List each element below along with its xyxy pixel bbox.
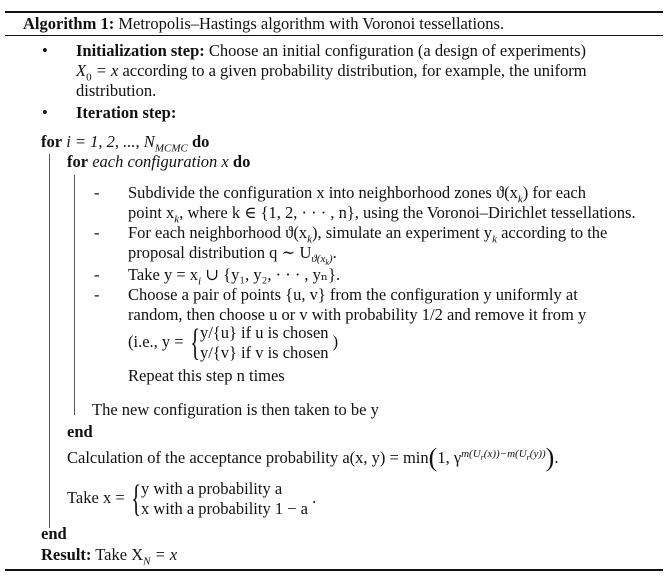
outer-loop-end: end bbox=[41, 524, 67, 543]
dash-marker: - bbox=[94, 183, 100, 202]
math-sub-text: ϑ(x bbox=[311, 253, 326, 266]
case-line: y/{v} if v is chosen bbox=[199, 343, 329, 363]
math-sub: k bbox=[307, 233, 312, 246]
math-sub: k bbox=[174, 213, 180, 226]
init-step-text: according to a given probability distribution, for example, the uniform bbox=[118, 61, 587, 80]
step-text: proposal distribution q ∼ U bbox=[128, 243, 312, 262]
step-text: . bbox=[332, 243, 337, 262]
step4-line3 bbox=[128, 322, 338, 363]
inner-loop-end: end bbox=[67, 422, 93, 441]
step4-line2: random, then choose u or v with probability 1/2 and remove it from y bbox=[128, 305, 587, 324]
cases-block bbox=[141, 479, 308, 519]
math-subsub: r bbox=[526, 452, 530, 462]
algorithm-title bbox=[23, 14, 504, 34]
result-text: Take X bbox=[95, 545, 144, 564]
math-sub: 0 bbox=[86, 71, 92, 84]
step1-line1 bbox=[128, 183, 587, 206]
cases-block bbox=[200, 323, 329, 363]
title-separator bbox=[5, 35, 663, 36]
take-text: . bbox=[312, 488, 317, 507]
right-paren-icon: ) bbox=[545, 443, 555, 472]
step3-line bbox=[128, 265, 341, 288]
math-text: 1, γ bbox=[437, 448, 462, 467]
take-text: Take x = bbox=[67, 488, 129, 507]
math-sub: N bbox=[143, 555, 151, 568]
bullet-icon: • bbox=[42, 41, 48, 60]
step-text: ) for each bbox=[522, 183, 587, 202]
step-text: Take y = x bbox=[128, 265, 199, 284]
init-step-label: Initialization step: bbox=[76, 41, 205, 60]
init-step-line2 bbox=[76, 61, 587, 84]
bottom-rule bbox=[5, 569, 663, 571]
keyword-for: for bbox=[67, 152, 89, 171]
acceptance-text: Calculation of the acceptance probability a(x, y) = min bbox=[67, 448, 429, 467]
math-sub-text: ) bbox=[328, 253, 333, 266]
inner-for-header bbox=[67, 152, 250, 172]
keyword-for: for bbox=[41, 132, 63, 151]
step-text: according to the bbox=[496, 223, 608, 242]
case-line: x with a probability 1 − a bbox=[141, 499, 308, 519]
step4-line4: Repeat this step n times bbox=[128, 366, 285, 385]
bullet-icon: • bbox=[42, 103, 48, 122]
inner-loop-guide bbox=[74, 175, 75, 415]
outer-loop-guide bbox=[49, 154, 50, 528]
keyword-do: do bbox=[232, 152, 251, 171]
dash-marker: - bbox=[94, 265, 100, 284]
case-line: y with a probability a bbox=[141, 479, 283, 499]
math-sub: i bbox=[198, 275, 202, 288]
math-text: . bbox=[554, 448, 559, 467]
math-var: X bbox=[76, 61, 87, 80]
result-label: Result: bbox=[41, 545, 92, 564]
step-text: ) bbox=[332, 332, 339, 351]
step-text: , where k ∈ {1, 2, · · · , n}, using the Voronoi–Dirichlet tessellations. bbox=[179, 203, 636, 222]
step-text: (i.e., y = bbox=[128, 332, 188, 351]
step-text: ∪ {y₁, y₂, · · · , yₙ}. bbox=[201, 265, 341, 284]
case-line: y/{u} if u is chosen bbox=[199, 323, 329, 343]
init-step-line1 bbox=[76, 41, 586, 61]
result-line bbox=[41, 545, 178, 568]
step4-line1: Choose a pair of points {u, v} from the configuration y uniformly at bbox=[128, 285, 578, 304]
new-config-line: The new configuration is then taken to be y bbox=[92, 400, 379, 419]
math-subsub: k bbox=[325, 258, 329, 268]
left-paren-icon: ( bbox=[428, 443, 438, 472]
step1-line2 bbox=[128, 203, 636, 226]
math-sub bbox=[311, 253, 333, 268]
dash-marker: - bbox=[94, 223, 100, 242]
acceptance-line bbox=[67, 443, 559, 472]
math-eq: = x bbox=[91, 61, 119, 80]
exp-text: (y)) bbox=[529, 447, 546, 460]
loop-condition: i = 1, 2, ..., N bbox=[66, 132, 155, 151]
math-subsub: r bbox=[480, 452, 484, 462]
step-text: For each neighborhood ϑ(x bbox=[128, 223, 308, 242]
init-step-line3: distribution. bbox=[76, 81, 157, 100]
math-sub: k bbox=[492, 233, 497, 246]
loop-condition: each configuration x bbox=[92, 152, 229, 171]
left-brace-icon: { bbox=[130, 478, 141, 521]
step-text: ), simulate an experiment y bbox=[311, 223, 493, 242]
step2-line1 bbox=[128, 223, 608, 246]
exp-text: (x))−m(U bbox=[483, 447, 527, 460]
step-text: point x bbox=[128, 203, 175, 222]
top-rule bbox=[5, 11, 663, 13]
left-brace-icon: { bbox=[189, 322, 200, 365]
dash-marker: - bbox=[94, 285, 100, 304]
algorithm-caption: Metropolis–Hastings algorithm with Voronoi tessellations. bbox=[118, 14, 505, 33]
step-text: Subdivide the configuration x into neighborhood zones ϑ(x bbox=[128, 183, 518, 202]
init-step-text: Choose an initial configuration (a design of experiments) bbox=[208, 41, 587, 60]
exp-text: m(U bbox=[461, 447, 481, 460]
outer-for-header bbox=[41, 132, 210, 155]
iter-step-label: Iteration step: bbox=[76, 103, 177, 122]
math-exponent bbox=[461, 448, 546, 460]
keyword-do: do bbox=[191, 132, 210, 151]
math-sub: k bbox=[517, 193, 523, 206]
step2-line2 bbox=[128, 243, 337, 268]
take-x-line bbox=[67, 477, 316, 519]
result-text: = x bbox=[150, 545, 178, 564]
math-sub: MCMC bbox=[154, 142, 188, 155]
algorithm-label: Algorithm 1: bbox=[23, 14, 115, 33]
